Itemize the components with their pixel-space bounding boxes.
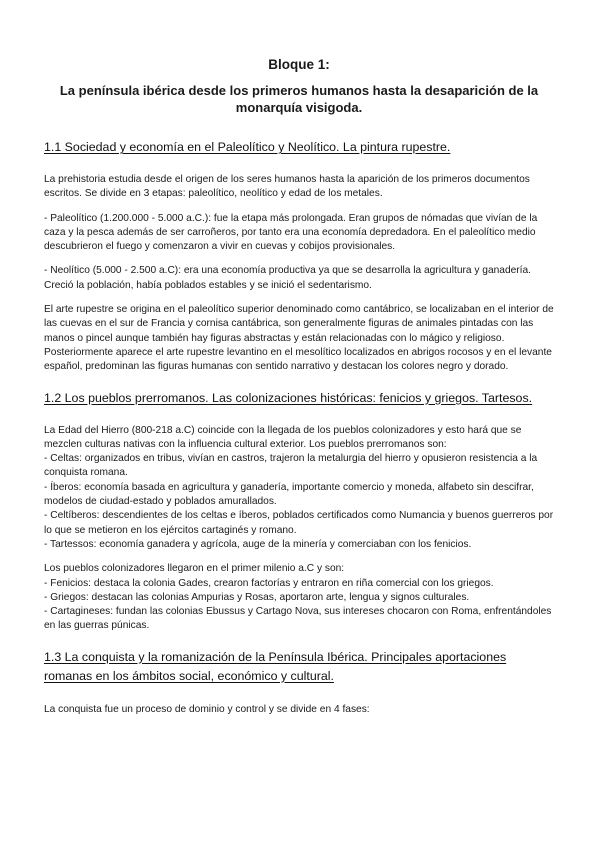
section-heading-1-1: 1.1 Sociedad y economía en el Paleolítico y Neolítico. La pintura rupestre.: [44, 140, 451, 154]
section-heading-1-3: 1.3 La conquista y la romanización de la Península Ibérica. Principales aportaciones romanas en los ámbitos social, económico y cultural.: [44, 649, 507, 683]
document-title: Bloque 1:: [268, 57, 330, 72]
paragraph-arte-rupestre: El arte rupestre se origina en el paleolítico superior denominado como cantábrico, se localizaban en el interior de las cuevas en el sur de Francia y cornisa cantábrica, son generalmente figuras de animales pintadas con las manos o pincel aunque también hay figuras abstractas y están relacionadas con lo mágico y religioso. Posteriormente aparece el arte rupestre levantino en el mesolítico localizados en abrigos rocosos y en el levante español, predominan las figuras humanas con sentido narrativo y destacan los colores negro y dorado.: [44, 304, 554, 373]
paragraph-neolitico: - Neolítico (5.000 - 2.500 a.C): era una economía productiva ya que se desarrolla la agricultura y ganadería. Creció la población, había poblados estables y se inició el sedentarismo.: [44, 265, 532, 291]
paragraph-colonizadores: Los pueblos colonizadores llegaron en el primer milenio a.C y son:: [44, 563, 345, 575]
paragraph-edad-hierro: La Edad del Hierro (800-218 a.C) coincide con la llegada de los pueblos colonizadores y esto hará que se mezclen culturas nativas con la influencia cultural exterior. Los pueblos prerromanos son:: [44, 424, 522, 450]
list-item-celtas: - Celtas: organizados en tribus, vivían en castros, trajeron la metalurgia del hierro y opusieron resistencia a la conquista romana.: [44, 453, 538, 479]
list-item-fenicios: - Fenicios: destaca la colonia Gades, crearon factorías y entraron en riña comercial con los griegos.: [44, 577, 494, 589]
list-item-celtiberos: - Celtíberos: descendientes de los celtas e íberos, poblados certificados como Numancia y buenos guerreros por lo que se metieron en los ejércitos cartaginés y romano.: [44, 510, 554, 536]
list-item-tartessos: - Tartessos: economía ganadera y agrícola, auge de la minería y comerciaban con los fenicios.: [44, 538, 472, 550]
document-subtitle: La península ibérica desde los primeros humanos hasta la desaparición de la monarquía visigoda.: [59, 83, 539, 115]
paragraph-conquista: La conquista fue un proceso de dominio y control y se divide en 4 fases:: [44, 703, 370, 715]
paragraph-paleolitico: - Paleolítico (1.200.000 - 5.000 a.C.): fue la etapa más prolongada. Eran grupos de nómadas que vivían de la caza y la pesca además de ser carroñeros, por tanto era una economía depredadora. En el paleolítico medio descubrieron el fuego y comenzaron a vivir en cuevas y cobijos provisionales.: [44, 212, 538, 253]
list-item-griegos: - Griegos: destacan las colonias Ampurias y Rosas, aportaron arte, lengua y signos culturales.: [44, 591, 470, 603]
list-item-iberos: - Íberos: economía basada en agricultura y ganadería, importante comercio y moneda, alfabeto sin descifrar, modelos de ciudad-estado y poblados amurallados.: [44, 481, 534, 508]
paragraph-prehistoria: La prehistoria estudia desde el origen de los seres humanos hasta la aparición de los primeros documentos escritos. Se divide en 3 etapas: paleolítico, neolítico y edad de los metales.: [44, 174, 530, 200]
section-heading-1-2: 1.2 Los pueblos prerromanos. Las colonizaciones históricas: fenicios y griegos. Tartesos.: [44, 390, 533, 405]
list-item-cartagineses: - Cartagineses: fundan las colonias Ebussus y Cartago Nova, sus intereses chocaron con Roma, enfrentándoles en las guerras púnicas.: [44, 606, 552, 632]
